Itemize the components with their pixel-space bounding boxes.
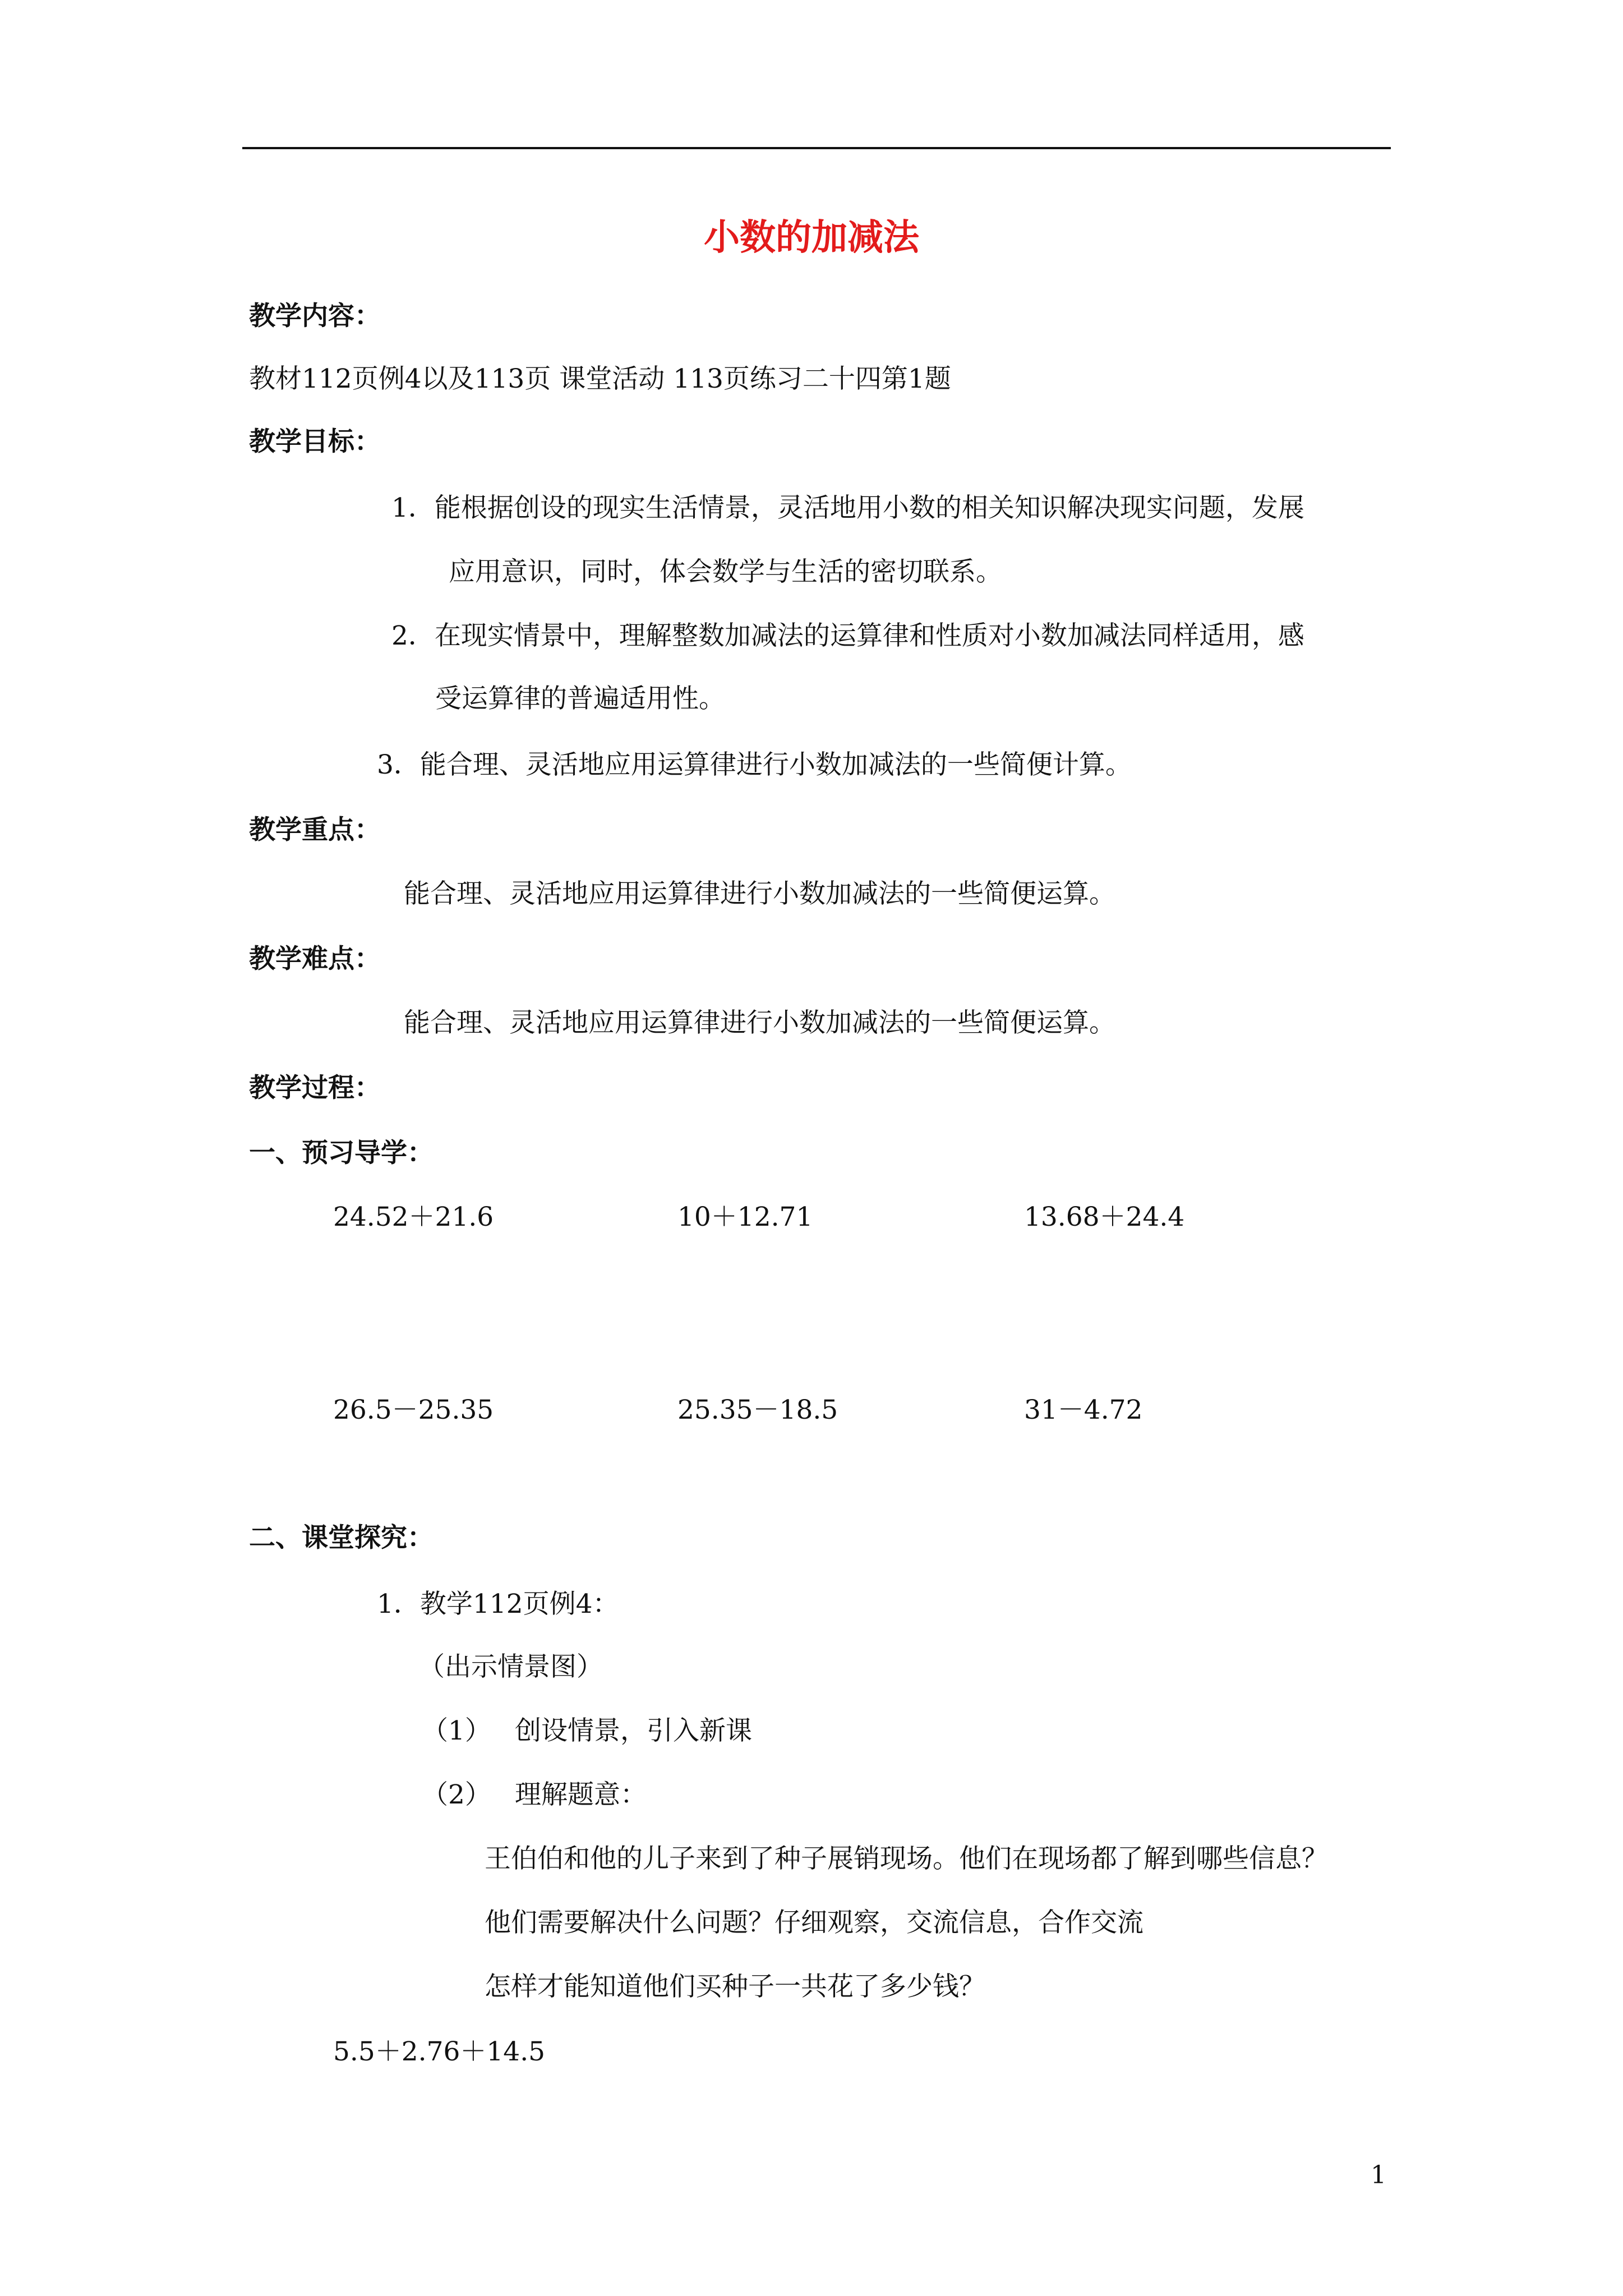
content-text: 教材112页例4以及113页 课堂活动 113页练习二十四第1题 [249, 364, 951, 394]
exercise-6: 31－4.72 [1024, 1395, 1143, 1425]
exercise-4: 26.5－25.35 [333, 1395, 494, 1425]
goal-2-line-1: 2．在现实情景中，理解整数加减法的运算律和性质对小数加减法同样适用，感 [391, 620, 1304, 651]
goal-3: 3．能合理、灵活地应用运算律进行小数加减法的一些简便计算。 [377, 749, 1132, 780]
inquiry-show-scene: （出示情景图） [418, 1651, 603, 1682]
document-title: 小数的加减法 [704, 217, 919, 259]
inquiry-question-1: 王伯伯和他的儿子来到了种子展销现场。他们在现场都了解到哪些信息？ [485, 1843, 1328, 1874]
exercise-2: 10＋12.71 [677, 1202, 813, 1232]
inquiry-question-2: 他们需要解决什么问题？仔细观察，交流信息，合作交流 [485, 1907, 1144, 1938]
inquiry-question-3: 怎样才能知道他们买种子一共花了多少钱？ [485, 1971, 985, 2002]
difficulty-heading: 教学难点： [249, 944, 381, 974]
key-text: 能合理、灵活地应用运算律进行小数加减法的一些简便运算。 [404, 878, 1115, 909]
difficulty-text: 能合理、灵活地应用运算律进行小数加减法的一些简便运算。 [404, 1007, 1115, 1038]
inquiry-step-1-number: （1） [422, 1715, 491, 1746]
inquiry-step-2-text: 理解题意： [515, 1779, 647, 1810]
inquiry-step-2-number: （2） [422, 1779, 491, 1810]
process-heading: 教学过程： [249, 1073, 381, 1103]
goal-1-line-2: 应用意识，同时，体会数学与生活的密切联系。 [449, 556, 1002, 587]
exercise-5: 25.35－18.5 [677, 1395, 838, 1425]
inquiry-item-1: 1．教学112页例4： [377, 1589, 619, 1619]
goals-heading: 教学目标： [249, 426, 381, 457]
goal-2-line-2: 受运算律的普遍适用性。 [435, 683, 725, 714]
page-number: 1 [1371, 2161, 1386, 2189]
inquiry-step-1-text: 创设情景，引入新课 [515, 1715, 752, 1746]
content-heading: 教学内容： [249, 301, 381, 332]
goal-1-line-1: 1．能根据创设的现实生活情景，灵活地用小数的相关知识解决现实问题，发展 [391, 493, 1304, 523]
inquiry-expression: 5.5＋2.76＋14.5 [333, 2036, 546, 2067]
section-1-heading: 一、预习导学： [249, 1138, 434, 1168]
header-rule [242, 147, 1391, 149]
exercise-1: 24.52＋21.6 [333, 1202, 494, 1232]
section-2-heading: 二、课堂探究： [249, 1522, 434, 1553]
key-heading: 教学重点： [249, 815, 381, 845]
exercise-3: 13.68＋24.4 [1024, 1202, 1185, 1232]
